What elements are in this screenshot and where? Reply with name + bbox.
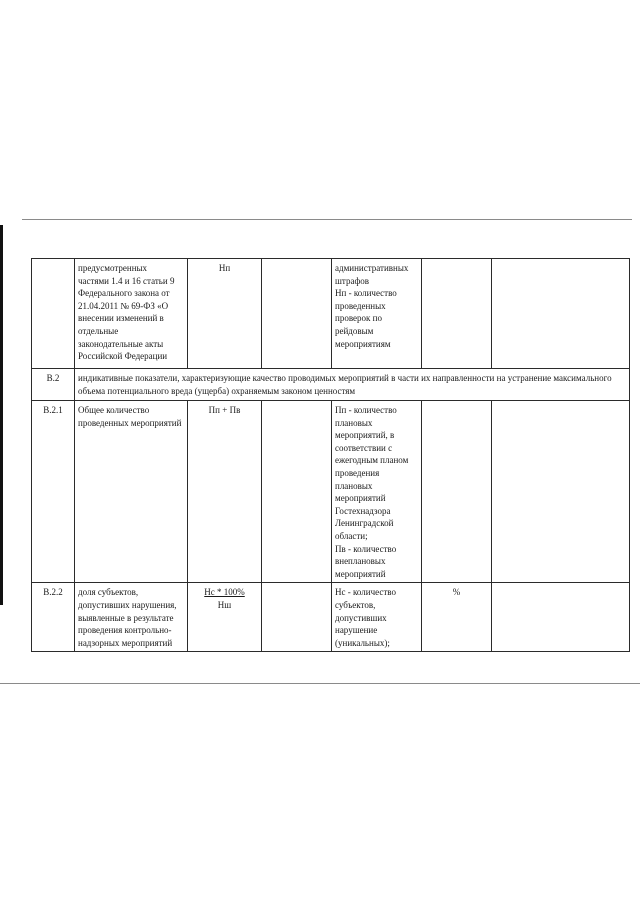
table-row [32, 259, 630, 369]
indicator-name: Общее количество проведенных мероприятий [75, 401, 188, 583]
table-row [32, 401, 630, 583]
formula-numerator: Нс * 100% [204, 587, 245, 598]
row-number [32, 259, 75, 369]
section-heading: индикативные показатели, характеризующие качество проводимых мероприятий в части их направленности на устранение максимального объема потенциального вреда (ущерба) охраняемым законом ценностям [75, 369, 630, 401]
scan-line-top [22, 219, 632, 220]
section-number: В.2 [32, 369, 75, 401]
empty-cell [492, 583, 630, 652]
row-number: В.2.2 [32, 583, 75, 652]
indicator-description: административных штрафов Нп - количество проведенных проверок по рейдовым мероприятиям [332, 259, 422, 369]
indicator-formula [188, 583, 262, 652]
scan-line-bottom [0, 683, 640, 684]
formula-denominator: Нш [217, 599, 232, 610]
indicator-unit [422, 259, 492, 369]
empty-cell [262, 583, 332, 652]
row-number: В.2.1 [32, 401, 75, 583]
indicator-formula: Пп + Пв [188, 401, 262, 583]
indicator-description: Пп - количество плановых мероприятий, в соответствии с ежегодным планом проведения плановых мероприятий Гостехнадзора Ленинградской области; Пв - количество внеплановых мероприятий [332, 401, 422, 583]
indicator-unit: % [422, 583, 492, 652]
indicator-name: предусмотренных частями 1.4 и 16 статьи 9 Федерального закона от 21.04.2011 № 69-ФЗ «О внесении изменений в отдельные законодательные акты Российской Федерации [75, 259, 188, 369]
empty-cell [262, 401, 332, 583]
empty-cell [262, 259, 332, 369]
section-row [32, 369, 630, 401]
indicator-unit [422, 401, 492, 583]
table-row [32, 583, 630, 652]
indicator-name: доля субъектов, допустивших нарушения, выявленные в результате проведения контрольно- надзорных мероприятий [75, 583, 188, 652]
empty-cell [492, 401, 630, 583]
scan-edge-left [0, 225, 3, 605]
indicator-description: Нс - количество субъектов, допустивших нарушение (уникальных); [332, 583, 422, 652]
empty-cell [492, 259, 630, 369]
indicator-formula: Нп [188, 259, 262, 369]
indicators-table [31, 258, 630, 652]
